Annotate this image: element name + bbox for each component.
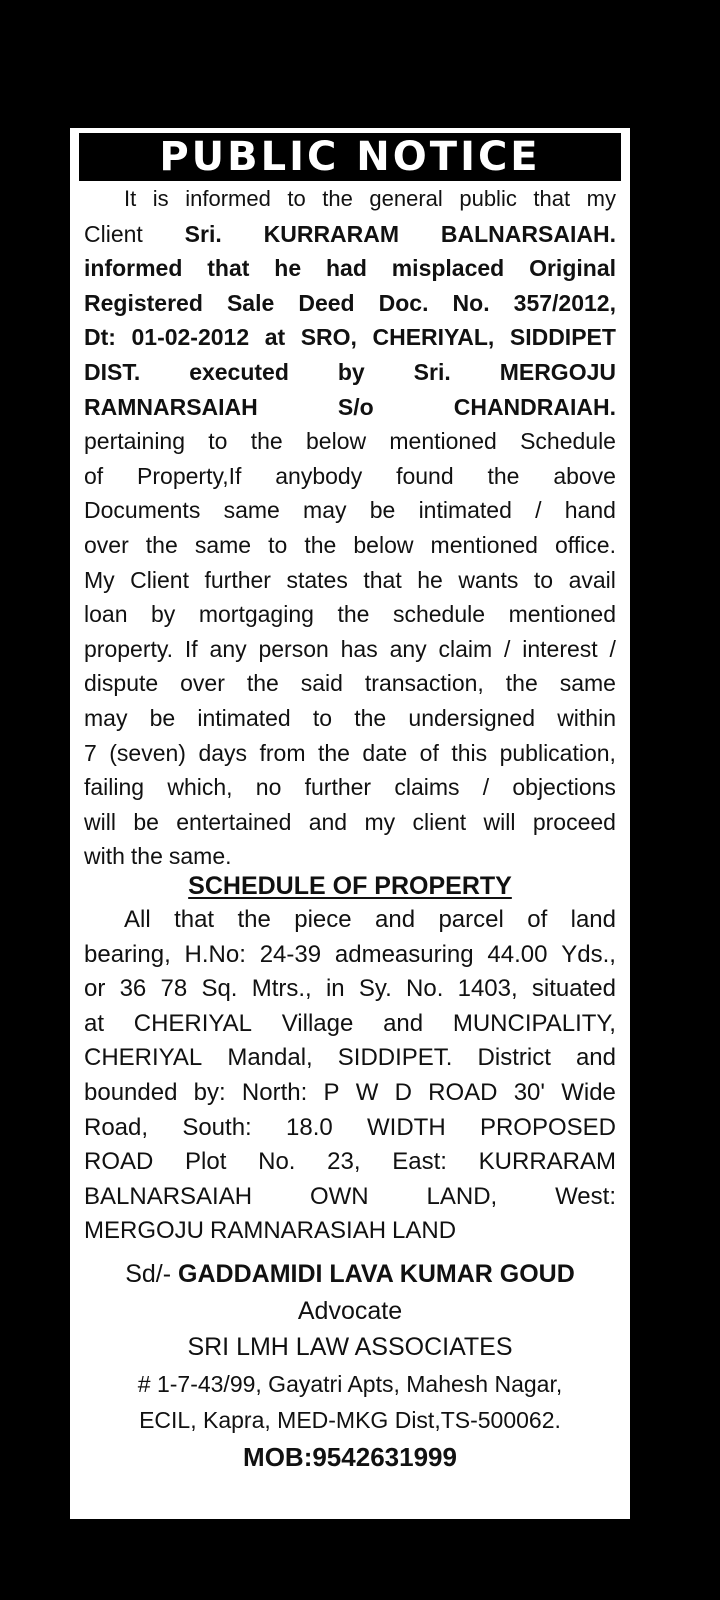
- text-line: [84, 903, 616, 938]
- word: Schedule: [520, 428, 616, 455]
- word: to: [208, 428, 228, 455]
- word: which,: [167, 774, 233, 801]
- word: the: [304, 531, 337, 558]
- word: PROPOSED: [479, 1113, 616, 1141]
- word: DIST.: [84, 358, 141, 385]
- word: hand: [564, 497, 616, 524]
- word: Yds.,: [561, 940, 616, 968]
- word: ROAD: [428, 1078, 498, 1106]
- word: RAMNARSAIAH: [84, 393, 258, 420]
- word: East:: [392, 1148, 447, 1176]
- word: D: [394, 1078, 412, 1106]
- word: any: [389, 635, 427, 662]
- word: avail: [568, 566, 616, 593]
- word: Wide: [561, 1078, 616, 1106]
- word: the: [487, 462, 520, 489]
- word: schedule: [392, 601, 486, 628]
- word: claim: [438, 635, 493, 662]
- word: had: [325, 255, 367, 282]
- firm-name: SRI LMH LAW ASSOCIATES: [187, 1333, 513, 1361]
- word: that: [207, 255, 250, 282]
- word: Registered: [84, 289, 203, 316]
- word: mortgaging: [198, 601, 314, 628]
- text-line: [84, 390, 616, 425]
- text-line: [84, 251, 616, 286]
- word: No.: [452, 289, 490, 316]
- word: CHERIYAL,: [372, 324, 495, 351]
- schedule-heading: SCHEDULE OF PROPERTY: [188, 872, 512, 900]
- text-line: [84, 736, 616, 771]
- word: at: [264, 324, 286, 351]
- word: S/o: [337, 393, 374, 420]
- word: of: [527, 906, 548, 933]
- word: same: [559, 670, 616, 697]
- notice-body: [84, 182, 616, 874]
- word: 357/2012,: [513, 289, 616, 316]
- word: will: [483, 808, 516, 835]
- word: KURRARAM: [478, 1148, 616, 1176]
- word: Sq.: [201, 975, 238, 1003]
- word: North:: [241, 1078, 308, 1106]
- word: property.: [84, 635, 174, 662]
- word: H.No:: [184, 940, 246, 968]
- word: ROAD: [84, 1148, 154, 1176]
- word: Dt:: [84, 324, 116, 351]
- word: above: [553, 462, 616, 489]
- word: will: [84, 808, 116, 835]
- word: general: [369, 186, 443, 211]
- word: that: [363, 566, 402, 593]
- word: to: [312, 704, 333, 731]
- word: MERGOJU: [499, 358, 616, 385]
- word: proceed: [532, 808, 616, 835]
- word: /: [504, 635, 511, 662]
- word: Village: [281, 1009, 354, 1037]
- notice-title: PUBLIC NOTICE: [79, 133, 621, 181]
- word: within: [557, 704, 616, 731]
- word: the: [145, 531, 178, 558]
- word: at: [84, 1009, 105, 1037]
- word: Sri.: [184, 220, 222, 247]
- word: /: [482, 774, 490, 801]
- word: anybody: [275, 462, 363, 489]
- word: LAND,: [426, 1182, 498, 1210]
- word: land: [570, 906, 616, 933]
- word: loan: [84, 601, 128, 628]
- word: Sri.: [413, 358, 451, 385]
- word: public: [459, 186, 517, 211]
- word: office.: [555, 531, 616, 558]
- word: pertaining: [84, 428, 186, 455]
- word: same: [223, 497, 280, 524]
- text-line: [84, 972, 616, 1007]
- word: by: [151, 601, 176, 628]
- word: same.: [168, 843, 232, 870]
- text-line: [84, 1076, 616, 1111]
- word: West:: [555, 1182, 616, 1210]
- word: failing: [84, 774, 145, 801]
- word: date: [362, 739, 408, 766]
- text-line: [84, 632, 616, 667]
- word: Mandal,: [227, 1044, 313, 1072]
- word: intimated: [197, 704, 291, 731]
- word: further: [304, 774, 372, 801]
- word: is: [152, 186, 169, 211]
- word: Mtrs.,: [251, 975, 312, 1003]
- word: CHERIYAL: [84, 1044, 203, 1072]
- word: client: [412, 808, 467, 835]
- word: by: [337, 358, 365, 385]
- word: No.: [406, 975, 444, 1003]
- word: and: [375, 906, 416, 933]
- word: my: [364, 808, 396, 835]
- word: any: [209, 635, 247, 662]
- word: Client: [130, 566, 189, 593]
- address-line-2: ECIL, Kapra, MED-MKG Dist,TS-500062.: [139, 1407, 561, 1433]
- word: SRO,: [300, 324, 357, 351]
- text-line: [84, 563, 616, 598]
- word: WIDTH: [367, 1113, 446, 1141]
- word: 23,: [327, 1148, 361, 1176]
- word: South:: [182, 1113, 252, 1141]
- word: situated: [531, 975, 616, 1003]
- text-line: [84, 1180, 616, 1215]
- text-line: [84, 666, 616, 701]
- address-line-1: # 1-7-43/99, Gayatri Apts, Mahesh Nagar,: [137, 1371, 563, 1397]
- text-line: [84, 355, 616, 390]
- text-line: [84, 528, 616, 563]
- word: the: [317, 739, 350, 766]
- word: claims: [394, 774, 460, 801]
- word: undersigned: [408, 704, 536, 731]
- word: Road,: [84, 1113, 149, 1141]
- word: Client: [84, 220, 143, 247]
- word: 7: [84, 739, 97, 766]
- word: that: [174, 906, 215, 933]
- word: bearing,: [84, 940, 171, 968]
- word: be: [369, 497, 396, 524]
- text-line: [84, 805, 616, 840]
- text-line: [84, 597, 616, 632]
- word: 44.00: [487, 940, 548, 968]
- word: be: [133, 808, 159, 835]
- word: SIDDIPET: [509, 324, 616, 351]
- word: with: [84, 843, 125, 870]
- signatory-name: GADDAMIDI LAVA KUMAR GOUD: [178, 1260, 575, 1288]
- word: 24-39: [259, 940, 322, 968]
- word: mentioned: [389, 428, 497, 455]
- word: days: [198, 739, 248, 766]
- schedule-body: [84, 903, 616, 1249]
- word: Doc.: [378, 289, 429, 316]
- public-notice: [70, 128, 630, 1519]
- word: Documents: [84, 497, 201, 524]
- text-line: [84, 286, 616, 321]
- word: informed: [185, 186, 271, 211]
- word: District: [477, 1044, 551, 1072]
- word: found: [396, 462, 454, 489]
- word: transaction,: [364, 670, 484, 697]
- word: and: [575, 1044, 616, 1072]
- text-line: [84, 701, 616, 736]
- text-line: [84, 938, 616, 973]
- word: It: [124, 186, 137, 211]
- text-line: [84, 1145, 616, 1180]
- word: Deed: [298, 289, 355, 316]
- word: and: [383, 1009, 424, 1037]
- word: dispute: [84, 670, 159, 697]
- word: Property,If: [137, 462, 242, 489]
- word: he: [274, 255, 302, 282]
- word: BALNARSAIAH: [84, 1182, 253, 1210]
- mobile-number: MOB:9542631999: [243, 1442, 457, 1472]
- text-line: [84, 1111, 616, 1146]
- word: may: [84, 704, 128, 731]
- word: 01-02-2012: [131, 324, 250, 351]
- word: to: [287, 186, 306, 211]
- word: the: [237, 906, 271, 933]
- word: 1403,: [457, 975, 518, 1003]
- word: (seven): [109, 739, 186, 766]
- word: or: [84, 975, 106, 1003]
- text-line: [84, 770, 616, 805]
- word: W: [355, 1078, 379, 1106]
- word: RAMNARASIAH: [210, 1217, 387, 1245]
- word: my: [586, 186, 616, 211]
- word: misplaced: [391, 255, 505, 282]
- word: entertained: [176, 808, 292, 835]
- word: that: [533, 186, 571, 211]
- designation: Advocate: [297, 1297, 403, 1325]
- word: OWN: [309, 1182, 369, 1210]
- word: publication,: [499, 739, 616, 766]
- text-line: [84, 320, 616, 355]
- word: no: [255, 774, 282, 801]
- text-line: [84, 1007, 616, 1042]
- word: Original: [529, 255, 616, 282]
- word: objections: [512, 774, 616, 801]
- word: person: [258, 635, 329, 662]
- word: My: [84, 566, 115, 593]
- word: MERGOJU: [84, 1217, 204, 1245]
- word: further: [204, 566, 271, 593]
- word: Sy.: [358, 975, 392, 1003]
- word: /: [609, 635, 616, 662]
- word: No.: [258, 1148, 296, 1176]
- word: same: [194, 531, 252, 558]
- word: intimated: [418, 497, 512, 524]
- word: below: [306, 428, 367, 455]
- text-line: [84, 459, 616, 494]
- word: the: [250, 428, 283, 455]
- word: Sale: [226, 289, 275, 316]
- word: to: [533, 566, 554, 593]
- word: the: [354, 704, 387, 731]
- word: parcel: [438, 906, 504, 933]
- word: MUNCIPALITY,: [452, 1009, 616, 1037]
- signature-line: [70, 1254, 630, 1294]
- text-line: [84, 1041, 616, 1076]
- word: over: [84, 531, 129, 558]
- word: P: [323, 1078, 340, 1106]
- word: KURRARAM: [263, 220, 400, 247]
- text-line: [84, 217, 616, 252]
- word: below: [353, 531, 414, 558]
- word: mentioned: [430, 531, 538, 558]
- word: If: [184, 635, 198, 662]
- word: 78: [160, 975, 188, 1003]
- word: by:: [193, 1078, 226, 1106]
- word: CHANDRAIAH.: [453, 393, 616, 420]
- word: All: [124, 906, 151, 933]
- word: of: [84, 462, 104, 489]
- word: the: [246, 670, 279, 697]
- word: mentioned: [508, 601, 616, 628]
- text-line: [84, 182, 616, 217]
- word: in: [325, 975, 345, 1003]
- text-line: [84, 424, 616, 459]
- word: the: [505, 670, 538, 697]
- word: and: [308, 808, 348, 835]
- word: to: [268, 531, 288, 558]
- word: /: [535, 497, 542, 524]
- word: states: [286, 566, 348, 593]
- word: CHERIYAL: [133, 1009, 252, 1037]
- word: 36: [119, 975, 147, 1003]
- word: BALNARSAIAH.: [440, 220, 616, 247]
- word: SIDDIPET.: [337, 1044, 453, 1072]
- word: from: [259, 739, 306, 766]
- word: of: [419, 739, 439, 766]
- word: be: [149, 704, 176, 731]
- word: said: [300, 670, 343, 697]
- word: LAND: [392, 1217, 457, 1245]
- word: informed: [84, 255, 183, 282]
- word: he: [417, 566, 443, 593]
- word: bounded: [84, 1078, 178, 1106]
- word: has: [340, 635, 378, 662]
- word: 18.0: [286, 1113, 333, 1141]
- word: wants: [458, 566, 519, 593]
- word: the: [337, 601, 370, 628]
- word: interest: [522, 635, 598, 662]
- text-line: [84, 1214, 616, 1249]
- word: the: [322, 186, 353, 211]
- word: this: [451, 739, 488, 766]
- text-line: [84, 493, 616, 528]
- word: may: [303, 497, 347, 524]
- word: piece: [294, 906, 352, 933]
- word: Plot: [185, 1148, 227, 1176]
- word: executed: [189, 358, 289, 385]
- word: the: [130, 843, 163, 870]
- word: 30': [513, 1078, 545, 1106]
- signature-prefix: Sd/-: [125, 1260, 172, 1288]
- word: admeasuring: [334, 940, 474, 968]
- word: over: [180, 670, 225, 697]
